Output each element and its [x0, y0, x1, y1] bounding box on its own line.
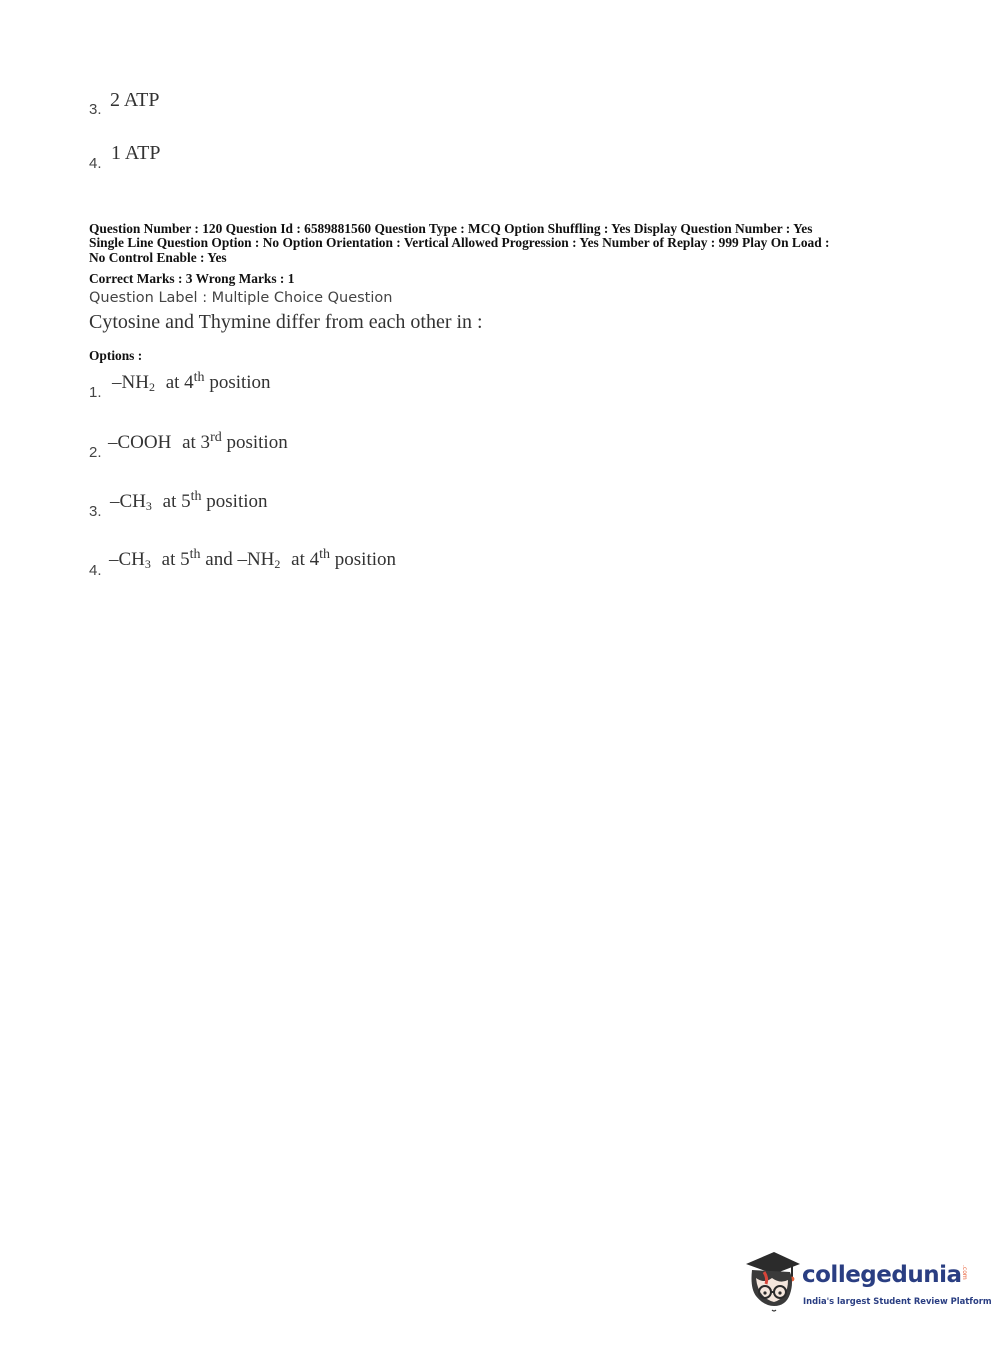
option-2-at: at 3	[182, 432, 211, 453]
option-3[interactable]	[110, 489, 268, 514]
prev-option-text-3: 2 ATP	[110, 89, 160, 111]
option-3-at: at 5	[162, 491, 191, 512]
option-4-at-2: at 4	[291, 549, 320, 570]
metadata-line-3: No Control Enable : Yes	[89, 249, 227, 265]
option-4-superscript: th	[189, 547, 201, 562]
mascot-icon	[742, 1248, 802, 1314]
option-4-tail: position	[334, 549, 396, 570]
option-3-group: –CH	[110, 491, 146, 512]
option-number-2: 2.	[89, 444, 102, 461]
question-metadata	[89, 222, 919, 265]
question-label: Question Label : Multiple Choice Question	[89, 290, 393, 306]
option-3-subscript: 3	[145, 499, 152, 513]
option-1-subscript: 2	[148, 380, 155, 394]
option-4-at: at 5	[161, 549, 190, 570]
option-4[interactable]	[109, 547, 396, 572]
prev-option-number-4: 4.	[89, 155, 102, 172]
options-heading: Options :	[89, 348, 143, 363]
prev-option-number-3: 3.	[89, 101, 102, 118]
option-4-group: –CH	[109, 549, 145, 570]
option-1[interactable]	[112, 370, 271, 395]
option-number-4: 4.	[89, 562, 102, 579]
option-4-subscript-2: 2	[274, 557, 281, 571]
question-text: Cytosine and Thymine differ from each other in :	[89, 311, 483, 333]
option-4-superscript-2: th	[319, 547, 331, 562]
metadata-line-1: Question Number : 120 Question Id : 6589881560 Question Type : MCQ Option Shuffling : Yes Display Question Number : Yes	[89, 221, 813, 236]
marks-info: Correct Marks : 3 Wrong Marks : 1	[89, 271, 295, 286]
option-3-tail: position	[206, 491, 268, 512]
option-number-1: 1.	[89, 384, 102, 401]
logo-brand-text: collegedunia	[802, 1262, 962, 1288]
option-2[interactable]	[108, 430, 288, 454]
option-1-superscript: th	[193, 370, 205, 385]
option-2-group: –COOH	[108, 432, 172, 453]
option-4-subscript: 3	[144, 557, 151, 571]
option-4-mid: and –NH	[205, 549, 275, 570]
option-1-tail: position	[209, 372, 271, 393]
collegedunia-logo	[742, 1248, 992, 1318]
logo-dotcom: .com	[961, 1265, 968, 1280]
metadata-line-2: Single Line Question Option : No Option Orientation : Vertical Allowed Progression : Yes Number of Replay : 999 Play On Load :	[89, 235, 830, 251]
option-2-superscript: rd	[210, 430, 222, 445]
option-3-superscript: th	[190, 489, 202, 504]
logo-tagline: India's largest Student Review Platform	[803, 1296, 992, 1306]
option-1-at: at 4	[165, 372, 194, 393]
prev-option-text-4: 1 ATP	[111, 142, 161, 164]
option-1-group: –NH	[112, 372, 149, 393]
option-2-tail: position	[226, 432, 288, 453]
option-number-3: 3.	[89, 503, 102, 520]
